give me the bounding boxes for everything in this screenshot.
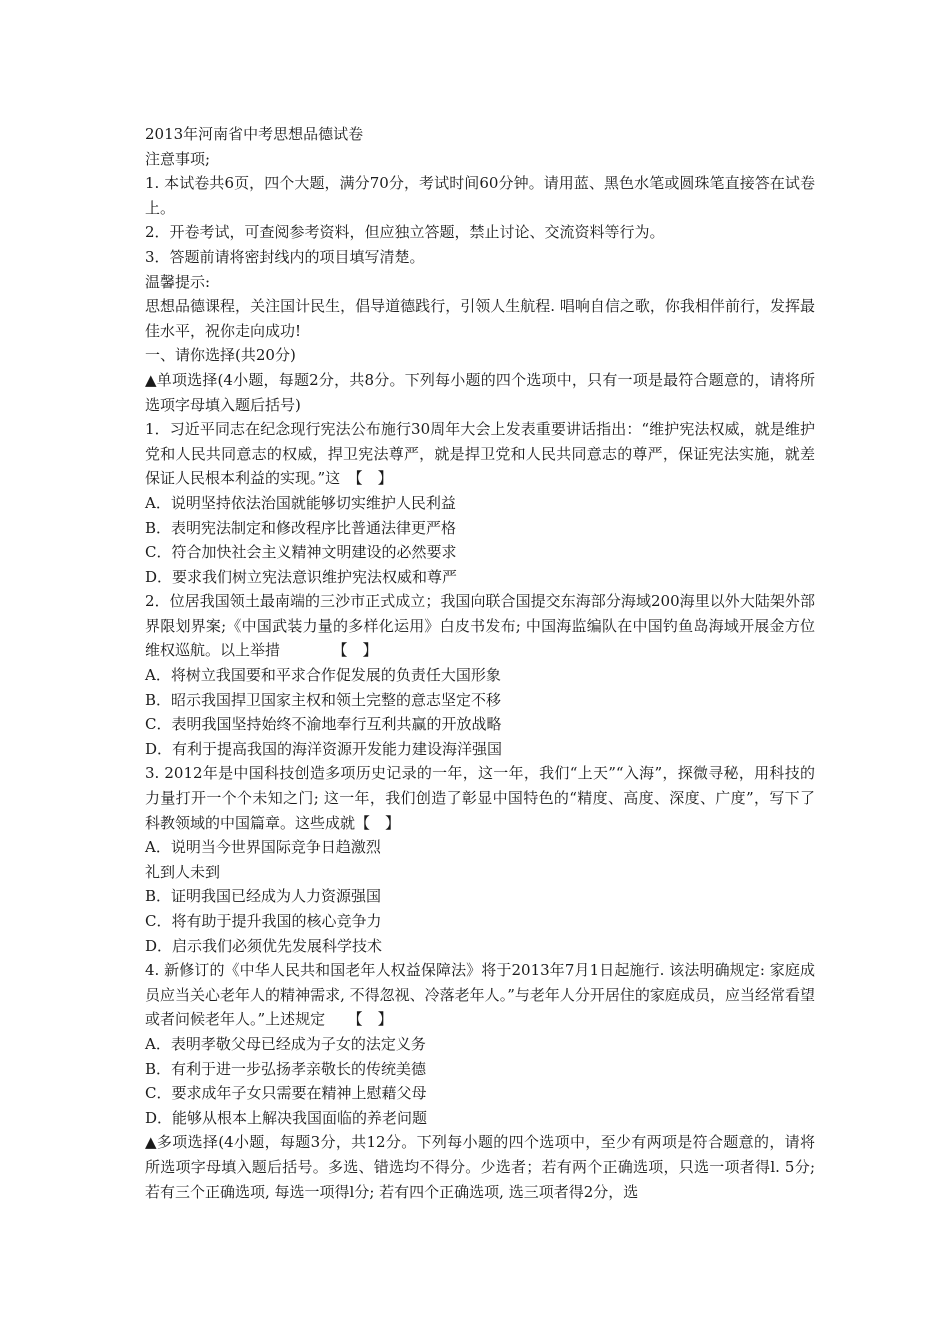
option: B．证明我国已经成为人力资源强国 xyxy=(145,887,382,906)
question-stem: 4. 新修订的《中华人民共和国老年人权益保障法》将于2013年7月1日起施行. 该法明确规定: 家庭成员应当关心老年人的精神需求, 不得忽视、冷落老年人。”与老年人分开居住的家庭成员，应当经常看望或者问候老年人。”上述规定 【 】 xyxy=(145,961,815,1029)
option: A．说明坚持依法治国就能够切实维护人民利益 xyxy=(145,493,456,512)
question-stem: 3. 2012年是中国科技创造多项历史记录的一年，这一年，我们“上天”“入海”，探微寻秘，用科技的力量打开一个个未知之门; 这一年，我们创造了彰显中国特色的“精度、高度、深度、广度”，写下了科教领域的中国篇章。这些成就【 】 xyxy=(145,764,815,832)
single-choice-intro: ▲单项选择(4小题，每题2分，共8分。下列每小题的四个选项中，只有一项是最符合题意的，请将所选项字母填入题后括号) xyxy=(145,370,815,414)
option: A．表明孝敬父母已经成为子女的法定义务 xyxy=(145,1034,426,1053)
question-stem: 2．位居我国领土最南端的三沙市正式成立；我国向联合国提交东海部分海域200海里以外大陆架外部界限划界案;《中国武装力量的多样化运用》白皮书发布; 中国海监编队在中国钓鱼岛海域开展金方位维权巡航。以上举措 【 】 xyxy=(145,592,815,660)
tip-header: 温馨提示: xyxy=(145,272,211,291)
option: D．启示我们必须优先发展科学技术 xyxy=(145,936,383,955)
notice-header: 注意事项; xyxy=(145,149,211,168)
section-header: 一、请你选择(共20分) xyxy=(145,346,296,365)
option: D．有利于提高我国的海洋资源开发能力建设海洋强国 xyxy=(145,739,503,758)
option: A．说明当今世界国际竞争日趋激烈 xyxy=(145,838,381,857)
option: D．要求我们树立宪法意识维护宪法权威和尊严 xyxy=(145,567,458,586)
question-stem: 1．习近平同志在纪念现行宪法公布施行30周年大会上发表重要讲话指出：“维护宪法权威，就是维护党和人民共同意志的权威，捍卫宪法尊严，就是捍卫党和人民共同意志的尊严，保证宪法实施，就差保证人民根本利益的实现。”这 【 】 xyxy=(145,420,815,488)
option: B．有利于进一步弘扬孝亲敬长的传统美德 xyxy=(145,1059,427,1078)
option: C．表明我国坚持始终不渝地奉行互利共赢的开放战略 xyxy=(145,715,502,734)
option: C．将有助于提升我国的核心竞争力 xyxy=(145,912,382,930)
option: B．表明宪法制定和修改程序比普通法律更严格 xyxy=(145,518,457,537)
notice-item: 3．答题前请将密封线内的项目填写清楚。 xyxy=(145,247,425,266)
option: C．要求成年子女只需要在精神上慰藉父母 xyxy=(145,1084,427,1103)
tip-text: 思想品德课程，关注国计民生，倡导道德践行，引领人生航程. 唱响自信之歌，你我相伴前行，发挥最佳水平，祝你走向成功! xyxy=(145,297,815,340)
exam-page xyxy=(145,122,815,1204)
option: A．将树立我国要和平求合作促发展的负责任大国形象 xyxy=(145,666,501,685)
stray-text: 礼到人未到 xyxy=(145,862,221,881)
multi-choice-intro: ▲多项选择(4小题，每题3分，共12分。下列每小题的四个选项中，至少有两项是符合题意的，请将所选项字母填入题后括号。多选、错选均不得分。少选者；若有两个正确选项，只选一项者得l. 5分; 若有三个正确选项, 每选一项得l分; 若有四个正确选项, 选三项者得2分，选 xyxy=(145,1133,815,1201)
exam-title: 2013年河南省中考思想品德试卷 xyxy=(145,125,364,143)
notice-item: 2．开卷考试，可查阅参考资料，但应独立答题，禁止讨论、交流资料等行为。 xyxy=(145,223,665,242)
notice-item: 1. 本试卷共6页，四个大题，满分70分，考试时间60分钟。请用蓝、黑色水笔或圆珠笔直接答在试卷上。 xyxy=(145,174,815,217)
option: B．昭示我国捍卫国家主权和领土完整的意志坚定不移 xyxy=(145,690,502,709)
option: D．能够从根本上解决我国面临的养老问题 xyxy=(145,1108,428,1127)
option: C．符合加快社会主义精神文明建设的必然要求 xyxy=(145,543,457,562)
